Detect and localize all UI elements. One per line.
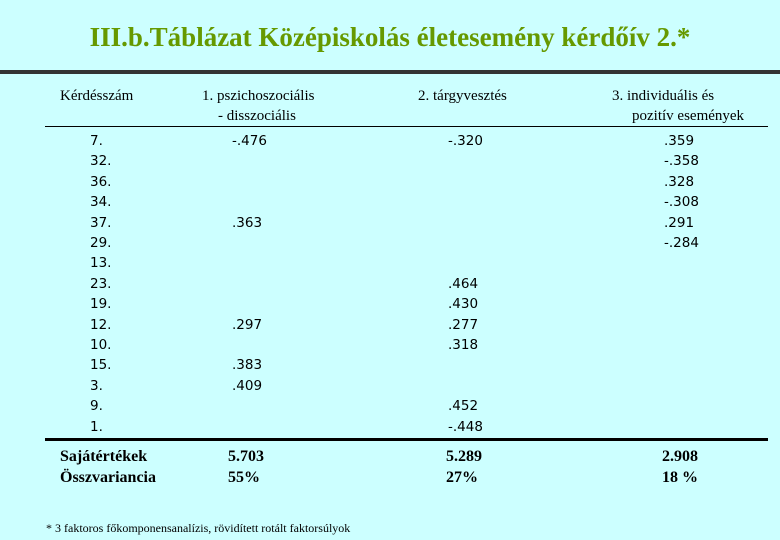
eigenvalue-row [0,447,780,467]
eigenvalue-label: Sajátértékek [60,448,148,465]
factor-2-loading-cell: .277 [448,316,479,333]
table-row [0,417,780,437]
table-row [0,274,780,294]
page-title: III.b.Táblázat Középiskolás életesemény kérdőív 2.* [89,22,691,52]
question-number-cell: 10. [90,337,112,353]
table-row [0,376,780,396]
question-number-cell: 12. [90,316,112,333]
factor-3-loading-cell: .291 [664,214,695,231]
header-factor-2: 2. tárgyvesztés [418,88,507,104]
factor-1-loading-cell: .297 [232,316,263,333]
table-row [0,233,780,253]
factor-2-loading-cell: -.448 [448,418,483,435]
factor-2-loading-cell: .452 [448,398,479,415]
question-number-cell: 9. [90,398,103,415]
header-factor-1-sub: - disszociális [218,108,296,124]
table-row [0,192,780,212]
header-factor-3: 3. individuális és [612,88,715,104]
table-row [0,294,780,314]
variance-factor-2: 27% [446,469,478,486]
eigenvalue-factor-1: 5.703 [228,448,264,465]
factor-2-loading-cell: .464 [448,275,479,292]
variance-label: Összvariancia [60,469,156,486]
table-row [0,151,780,171]
variance-factor-1: 55% [228,469,260,486]
factor-3-loading-cell: -.358 [664,153,699,170]
table-row [0,172,780,192]
question-number-cell: 23. [90,275,112,292]
header-factor-1: 1. pszichoszociális [202,88,315,104]
table-row [0,213,780,233]
table-summary-rule [45,438,768,441]
table-row [0,315,780,335]
question-number-cell: 19. [90,296,112,313]
factor-1-loading-cell: .409 [232,377,263,394]
question-number-cell: 34. [90,194,112,211]
factor-1-loading-cell: .383 [232,357,263,374]
variance-row [0,468,780,488]
question-number-cell: 29. [90,235,112,251]
factor-1-loading-cell: -.476 [232,133,267,149]
factor-3-loading-cell: -.284 [664,235,699,251]
header-factor-3-sub: pozitív események [632,108,745,124]
table-row [0,335,780,355]
table-header-rule [45,126,768,127]
factor-3-loading-cell: .328 [664,173,695,190]
factor-2-loading-cell: .430 [448,296,479,313]
table-row [0,131,780,151]
question-number-cell: 7. [90,133,103,149]
question-number-cell: 37. [90,214,112,231]
factor-3-loading-cell: .359 [664,133,695,149]
header-question-number: Kérdésszám [60,88,134,104]
factor-2-loading-cell: .318 [448,337,479,353]
factor-3-loading-cell: -.308 [664,194,699,211]
table-row [0,355,780,375]
table-row [0,253,780,273]
question-number-cell: 13. [90,255,112,272]
footnote: * 3 faktoros főkomponensanalízis, rövidített rotált faktorsúlyok [46,521,351,535]
factor-1-loading-cell: .363 [232,214,263,231]
question-number-cell: 3. [90,377,103,394]
variance-factor-3: 18 % [662,469,698,486]
table-row [0,396,780,416]
question-number-cell: 32. [90,153,112,170]
question-number-cell: 1. [90,418,103,435]
eigenvalue-factor-3: 2.908 [662,448,698,465]
title-divider [0,70,780,74]
eigenvalue-factor-2: 5.289 [446,448,482,465]
factor-2-loading-cell: -.320 [448,133,483,149]
question-number-cell: 15. [90,357,112,374]
question-number-cell: 36. [90,173,112,190]
